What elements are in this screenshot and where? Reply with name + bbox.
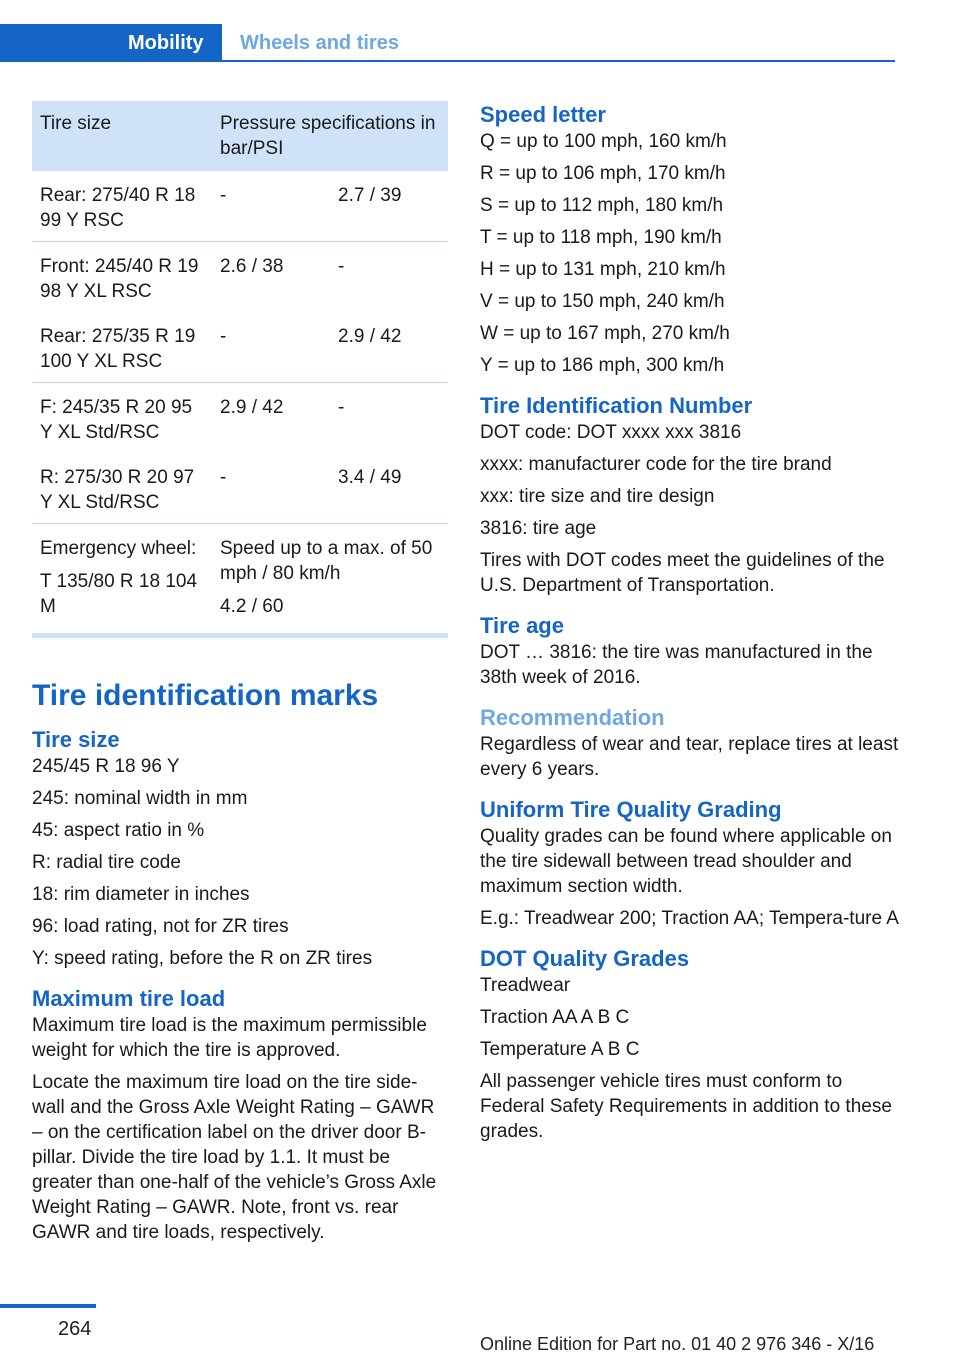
tire-size-line: 45: aspect ratio in %: [32, 820, 205, 841]
speed-line: Y = up to 186 mph, 300 km/h: [480, 355, 725, 376]
dot-grades-line: Traction AA A B C: [480, 1007, 630, 1028]
table-header-size: Tire size: [32, 101, 212, 171]
rear-pressure-cell: -: [338, 256, 345, 277]
front-pressure-cell: -: [212, 453, 330, 524]
dot-grades-line: Treadwear: [480, 975, 571, 996]
table-row: [32, 453, 448, 524]
page-header: [0, 24, 895, 62]
tin-heading: Tire Identification Number: [480, 393, 753, 418]
max-load-text: Locate the maximum tire load on the tire side-wall and the Gross Axle Weight Rating – GAWR – on the certification label on the driver door B-pillar. Divide the tire load by 1.1. It must be greater than one-half of the vehicle’s Gross Axle Weight Rating – GAWR. Note, front vs. rear GAWR and tire loads, respectively.: [32, 1072, 437, 1243]
tire-size-line: 245/45 R 18 96 Y: [32, 756, 180, 777]
tire-size-line: 96: load rating, not for ZR tires: [32, 916, 289, 937]
front-pressure-cell: 2.9 / 42: [220, 397, 284, 418]
utqg-example: E.g.: Treadwear 200; Traction AA; Tempera-ture A: [480, 908, 899, 929]
emergency-pressure: 4.2 / 60: [220, 596, 284, 617]
max-load-section: [32, 985, 448, 1245]
speed-heading: Speed letter: [480, 102, 606, 127]
speed-line: H = up to 131 mph, 210 km/h: [480, 259, 726, 280]
table-row: [32, 312, 448, 383]
section-tab[interactable]: [0, 24, 222, 62]
speed-section: [480, 101, 900, 378]
speed-line: Q = up to 100 mph, 160 km/h: [480, 131, 727, 152]
rear-pressure-cell: 2.7 / 39: [330, 171, 448, 242]
speed-line: T = up to 118 mph, 190 km/h: [480, 227, 722, 248]
table-header-pressure: Pressure specifications in bar/PSI: [212, 101, 448, 171]
rear-pressure-cell: 2.9 / 42: [330, 312, 448, 383]
section-label: Mobility: [128, 32, 204, 54]
emergency-size-cell: [32, 524, 212, 636]
left-column: [32, 101, 448, 1259]
utqg-heading: Uniform Tire Quality Grading: [480, 797, 782, 822]
emergency-label: Emergency wheel:: [40, 538, 197, 559]
tin-line: xxxx: manufacturer code for the tire brand: [480, 454, 832, 475]
dot-grades-section: [480, 945, 900, 1144]
tire-size-heading: Tire size: [32, 727, 120, 752]
tire-size-line: 245: nominal width in mm: [32, 788, 248, 809]
right-column: [480, 101, 900, 1158]
tin-line: xxx: tire size and tire design: [480, 486, 715, 507]
front-pressure-cell: -: [212, 171, 330, 242]
table-row-emergency: [32, 524, 448, 636]
edition-text: Online Edition for Part no. 01 40 2 976 346 - X/16: [480, 1334, 875, 1354]
rear-pressure-cell: -: [338, 397, 345, 418]
tire-size-line: 18: rim diameter in inches: [32, 884, 250, 905]
speed-line: S = up to 112 mph, 180 km/h: [480, 195, 724, 216]
tire-size-cell: R: 275/30 R 20 97 Y XL Std/RSC: [32, 453, 212, 524]
tire-size-section: [32, 726, 448, 971]
tire-size-cell: Front: 245/40 R 19 98 Y XL RSC: [40, 256, 199, 302]
tin-line: DOT code: DOT xxxx xxx 3816: [480, 422, 742, 443]
speed-line: R = up to 106 mph, 170 km/h: [480, 163, 726, 184]
emergency-pressure-cell: [212, 524, 448, 636]
tire-size-cell: Rear: 275/40 R 18 99 Y RSC: [32, 171, 212, 242]
max-load-heading: Maximum tire load: [32, 986, 226, 1011]
tire-size-line: R: radial tire code: [32, 852, 181, 873]
header-rule: [222, 60, 895, 62]
table-row: [32, 383, 448, 454]
dot-grades-heading: DOT Quality Grades: [480, 946, 690, 971]
tire-age-section: [480, 612, 900, 690]
recommendation-heading: Recommendation: [480, 705, 665, 730]
speed-line: W = up to 167 mph, 270 km/h: [480, 323, 730, 344]
speed-line: V = up to 150 mph, 240 km/h: [480, 291, 725, 312]
tire-size-cell: Rear: 275/35 R 19 100 Y XL RSC: [32, 312, 212, 383]
subsection-tab[interactable]: Wheels and tires: [240, 32, 399, 54]
max-load-text: Maximum tire load is the maximum permissible weight for which the tire is approved.: [32, 1015, 427, 1061]
recommendation-text: Regardless of wear and tear, replace tires at least every 6 years.: [480, 734, 899, 780]
tire-pressure-table: [32, 101, 448, 638]
dot-grades-line: Temperature A B C: [480, 1039, 640, 1060]
page-number: 264: [58, 1318, 92, 1340]
table-row: [32, 171, 448, 242]
tin-section: [480, 392, 900, 598]
marks-title: Tire identification marks: [32, 679, 379, 712]
table-row: [32, 242, 448, 313]
emergency-size: T 135/80 R 18 104 M: [40, 571, 198, 617]
tire-size-cell: F: 245/35 R 20 95 Y XL Std/RSC: [40, 397, 193, 443]
utqg-section: [480, 796, 900, 931]
utqg-text: Quality grades can be found where applicable on the tire sidewall between tread shoulder and maximum section width.: [480, 826, 892, 897]
tire-size-line: Y: speed rating, before the R on ZR tires: [32, 948, 373, 969]
tire-age-heading: Tire age: [480, 613, 564, 638]
emergency-note: Speed up to a max. of 50 mph / 80 km/h: [220, 538, 433, 584]
tire-age-text: DOT … 3816: the tire was manufactured in the 38th week of 2016.: [480, 642, 873, 688]
dot-grades-line: All passenger vehicle tires must conform to Federal Safety Requirements in addition to these grades.: [480, 1071, 892, 1142]
tin-line: Tires with DOT codes meet the guidelines of the U.S. Department of Transportation.: [480, 550, 885, 596]
front-pressure-cell: -: [212, 312, 330, 383]
front-pressure-cell: 2.6 / 38: [220, 256, 284, 277]
recommendation-section: [480, 704, 900, 782]
rear-pressure-cell: 3.4 / 49: [330, 453, 448, 524]
tin-line: 3816: tire age: [480, 518, 597, 539]
footer-rule: [0, 1304, 96, 1308]
